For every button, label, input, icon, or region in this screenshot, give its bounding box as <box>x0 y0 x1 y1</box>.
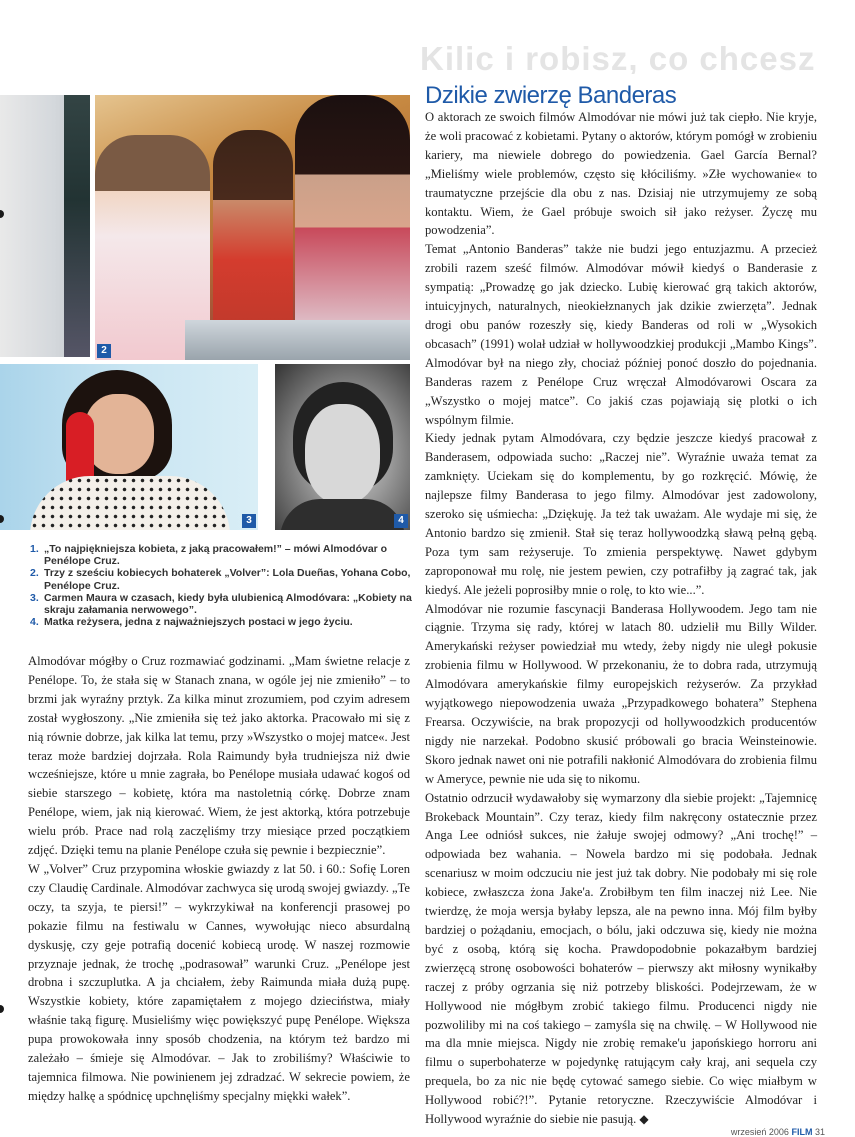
paragraph: Temat „Antonio Banderas” także nie budzi jego entuzjazmu. A przecież zrobili razem sześć filmów. Almodóvar mówił kiedyś o Banderasie z sympatią: „Prowadzę go jak dziecko. Lubię kierować grą takich aktorów, intuicyjnych, naturalnych, nieokiełznanych jak dzikie zwierzęta”. Jednak drogi obu panów rozeszły się, kiedy Banderas od roli w „Wysokich obcasach” (1991) wolał udział w hollywoodzkiej produkcji „Mambo Kings”. Almodóvar był na niego zły, chociaż później ponoć doszło do pojednania. Banderas razem z Penélope Cruz wręczał Almodóvarowi Oscara za „Wszystko o mojej matce”. Co jakiś czas pojawiają się plotki o ich wspólnym filmie. <box>425 242 817 427</box>
photo-3-face <box>84 394 154 474</box>
photo-3 <box>0 364 258 530</box>
paragraph: O aktorach ze swoich filmów Almodóvar nie mówi już tak ciepło. Nie kryje, że woli pracować z kobietami. Pytany o aktorów, którym pomógł w zrobieniu kariery, ma niewiele dobrego do powiedzenia. Gael García Bernal? „Mieliśmy wiele problemów, często się kłóciliśmy. »Złe wychowanie« to traumatyczne przejście dla obu z nas. Dzisiaj nie utrzymujemy ze sobą kontaktu. Wiem, że Gael próbuje swoich sił jako reżyser. Życzę mu powodzenia”. <box>425 110 817 238</box>
photo-2-middle-figure <box>213 130 293 330</box>
photo-3-number: 3 <box>242 514 256 528</box>
caption-item: 1. „To najpiękniejsza kobieta, z jaką pracowałem!” – mówi Almodóvar o Penélope Cruz. <box>30 543 388 568</box>
end-mark: ◆ <box>639 1112 649 1127</box>
photo-2-bar-counter <box>185 320 410 360</box>
footer-page-number: 31 <box>814 1127 825 1137</box>
paragraph: Almodóvar mógłby o Cruz rozmawiać godzinami. „Mam świetne relacje z Penélope. To, że stała się w Stanach znana, w ogóle jej nie zmieniło” – to brzmi jak wyraźny prztyk. Za kilka minut zrozumiem, pod czyim adresem został wygłoszony. „Nie zmieniła się też jako aktorka. Pracowało mi się z nią równie dobrze, jak kilka lat temu, przy »Wszystko o mojej matce«. Jest teraz może bardziej dojrzała. Rola Raimundy była trudniejsza niż dwie wcześniejsze, które u mnie zagrała, bo Penélope musiała udawać kogoś od siebie starszego – kobietę, która ma nastoletnią córkę. Dobrze znam Penélope, wiem, jak nią kierować. Wiem, że jest aktorką, która potrzebuje wielu prób. Prace nad rolą zaczęliśmy trzy miesiące przed początkiem zdjęć. Dzięki temu na planie Penélope czuła się pewnie i bezpiecznie”. <box>28 654 410 858</box>
photo-3-dress <box>30 476 230 530</box>
paragraph: W „Volver” Cruz przypomina włoskie gwiazdy z lat 50. i 60.: Sofię Loren czy Claudię Cardinale. Almodóvar zachwyca się urodą swojej gwiazdy. „Te oczy, ta szyja, te piersi!” – wykrzykiwał na konferencji prasowej po pokazie filmu na festiwalu w Cannes, wywołując nieco absurdalną dyskusję, czy geje potrafią docenić kobiecą urodę. W naszej rozmowie przyznaje jednak, że trochę „podrasował” warunki Cruz. „Penélope jest drobna i szczuplutka. A ja chciałem, żeby Raimunda miała dużą pupę. Wszystkie kobiety, które zapamiętałem z mojego dzieciństwa, miały właśnie taką figurę. Musieliśmy więc powiększyć pupę Penélope. Większa pupa prowokowała inny sposób chodzenia, na którym też bardzo mi zależało – śmieje się Almodóvar. – Jak to zrobiliśmy? Właściwie to tajemnica filmowa. Nie powinienem jej zdradzać. W sekrecie powiem, że między halkę a spódnicę upchnęliśmy specjalny miękki wałek”. <box>28 861 410 1103</box>
binding-hole <box>0 1005 4 1013</box>
photo-4-dress <box>280 499 405 530</box>
caption-item: 2. Trzy z sześciu kobiecych bohaterek „Volver”: Lola Dueñas, Yohana Cobo, Penélope Cruz. <box>30 567 411 592</box>
footer-brand: FILM <box>791 1127 813 1137</box>
photo-1-dark-strip <box>64 95 90 357</box>
photo-4-face <box>305 404 380 504</box>
ghost-title: Kilic i robisz, co chcesz <box>420 40 816 74</box>
photo-2-number: 2 <box>97 344 111 358</box>
photo-4-number: 4 <box>394 514 408 528</box>
paragraph: Almodóvar nie rozumie fascynacji Banderasa Hollywoodem. Jego tam nie ciągnie. Trzyma się rady, której w latach 80. udzielił mu Billy Wilder. Amerykański reżyser powiedział mu wtedy, żeby nigdy nie uległ pokusie zrobienia filmu w Hollywood. W przekonaniu, że to dobra rada, utrzymują Almodóvara amerykańskie filmy europejskich reżyserów. Za przykład wyjątkowego niepowodzenia uważa „Przypadkowego bohatera” Stephena Frearsa. Oczywiście, na brak propozycji od hollywoodzkich producentów nigdy nie narzekał. Podobno skusić próbowali go bracia Weinsteinowie. Skoro jednak nawet oni nie potrafili nakłonić Almodóvara do zrobienia filmu w Ameryce, pewnie nie uda się to nikomu. <box>425 601 817 786</box>
page-footer <box>731 1127 825 1137</box>
paragraph: Kiedy jednak pytam Almodóvara, czy będzie jeszcze kiedyś pracował z Banderasem, odpowiada sucho: „Raczej nie”. Wyraźnie uważa temat za zamknięty. Uciekam się do komplementu, by go rozkręcić. Mówię, że najlepsze filmy Banderasa to jego filmy. Almodóvar jest zadowolony, szeroko się uśmiecha: „Dziękuję. Ja też tak uważam. Ale wydaje mi się, że Antonio bardzo się zmienił. Stał się teraz hollywoodzką sławą pełną gębą. Poza tym sam reżyseruje. To zmienia perspektywę. Nawet gdybym zaproponował mu rolę, nie jestem pewien, czy potrafiłby ją zagrać tak, jak kiedyś. Ale jeżeli poprosiłby mnie o rolę, to kto wie...”. <box>425 431 817 597</box>
photo-captions <box>30 543 424 628</box>
photo-1 <box>0 95 90 357</box>
photo-4 <box>275 364 410 530</box>
paragraph: Ostatnio odrzucił wydawałoby się wymarzony dla siebie projekt: „Tajemnicę Brokeback Mountain”. Czy teraz, kiedy film nakręcony ostatecznie przez Anga Lee odniósł sukces, nie żałuje swojej odmowy? „Ani trochę!” – odpowiada bez wahania. – Nowela bardzo mi się podobała. Jednak scenariusz w moim odczuciu nie jest już tak dobry. Nie podobały mi się role kobiece, zwłaszcza żona Jake'a. Zrobiłbym ten film inaczej niż Lee. Nie twierdzę, że moja wersja byłaby lepsza, ale na pewno inna. Mój film byłby bardziej o pożądaniu, emocjach, o bólu, jaki odczuwa się, kiedy nie można być z osobą, którą się kocha. Prawdopodobnie pokazałbym bardziej zwierzęcą stronę osobowości bohaterów – pierwszy akt miłosny wynikałby raczej z próby ogrzania się niż potrzeby bliskości. Podejrzewam, że w Hollywood nie mógłbym zrobić takiego filmu. Producenci nigdy nie pozwoliliby mi na coś takiego – zamyśla się na chwilę. – W Hollywood nie ma dla mnie miejsca. Nigdy nie zrobię remake'u japońskiego horroru ani filmu o superbohaterze w pojedynkę ratującym cały kraj, ani sequela czy prequela, bo za nic nie będę cytować samego siebie. Co więc miałbym w Hollywood robić?!”. Pytanie retoryczne. Rzeczywiście Almodóvar i Hollywood wyraźnie do siebie nie pasują. ◆ <box>425 790 817 1127</box>
left-column <box>28 652 410 1106</box>
caption-item: 3. Carmen Maura w czasach, kiedy była ulubienicą Almodóvara: „Kobiety na skraju załamania nerwowego”. <box>30 591 412 617</box>
photo-2 <box>95 95 410 360</box>
right-column <box>425 108 817 1129</box>
caption-item: 4. Matka reżysera, jedna z najważniejszych postaci w jego życiu. <box>30 616 353 629</box>
section-heading: Dzikie zwierzę Banderas <box>425 82 677 109</box>
footer-date: wrzesień 2006 <box>730 1127 789 1137</box>
